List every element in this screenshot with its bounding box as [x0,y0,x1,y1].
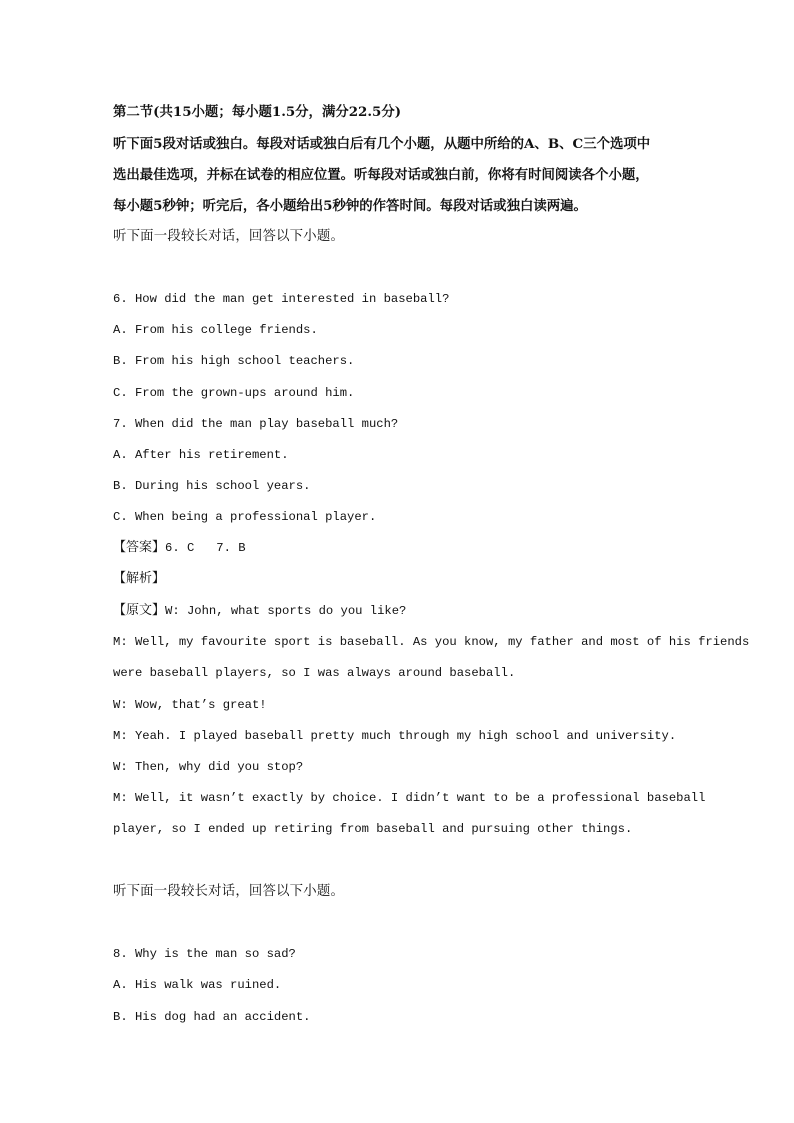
section-title: 第二节(共15小题；每小题1.5分，满分22.5分) [113,104,402,120]
question-8-option-a: A. His walk was ruined. [113,978,282,992]
dialogue-intro-2: 听下面一段较长对话，回答以下小题。 [113,884,345,899]
transcript-line-5: M: Yeah. I played baseball pretty much through my high school and university. [113,729,677,743]
transcript-line-4: W: Wow, that’s great! [113,698,267,712]
question-6-option-c: C. From the grown-ups around him. [113,386,355,400]
instruction-line-2: 选出最佳选项，并标在试卷的相应位置。听每段对话或独白前，你将有时间阅读各个小题， [113,167,649,183]
transcript-line-2: M: Well, my favourite sport is baseball. As you know, my father and most of his friends [113,635,750,649]
transcript-line-3: were baseball players, so I was always around baseball. [113,666,516,680]
answer-7: 7. B [216,541,246,555]
answer-6: 6. C [165,541,195,555]
instruction-line-3: 每小题5秒钟；听完后，各小题给出5秒钟的作答时间。每段对话或独白读两遍。 [113,198,587,214]
question-6-option-a: A. From his college friends. [113,323,318,337]
transcript-tag: 【原文】 [113,603,166,618]
transcript-line-6: W: Then, why did you stop? [113,760,304,774]
transcript-line-1 [113,603,406,619]
instruction-line-1: 听下面5段对话或独白。每段对话或独白后有几个小题，从题中所给的A、B、C三个选项中 [113,136,651,152]
question-6-stem: 6. How did the man get interested in baseball? [113,292,450,306]
question-7-option-c: C. When being a professional player. [113,510,377,524]
question-7-stem: 7. When did the man play baseball much? [113,417,399,431]
answer-tag: 【答案】 [113,540,166,555]
question-8-stem: 8. Why is the man so sad? [113,947,296,961]
dialogue-intro-1: 听下面一段较长对话，回答以下小题。 [113,229,345,244]
transcript-text-1: W: John, what sports do you like? [165,604,407,618]
answer-line [113,540,246,556]
question-6-option-b: B. From his high school teachers. [113,354,355,368]
transcript-line-8: player, so I ended up retiring from baseball and pursuing other things. [113,822,633,836]
analysis-tag: 【解析】 [113,571,166,586]
question-7-option-b: B. During his school years. [113,479,311,493]
question-7-option-a: A. After his retirement. [113,448,289,462]
question-8-option-b: B. His dog had an accident. [113,1010,311,1024]
transcript-line-7: M: Well, it wasn’t exactly by choice. I didn’t want to be a professional baseball [113,791,706,805]
